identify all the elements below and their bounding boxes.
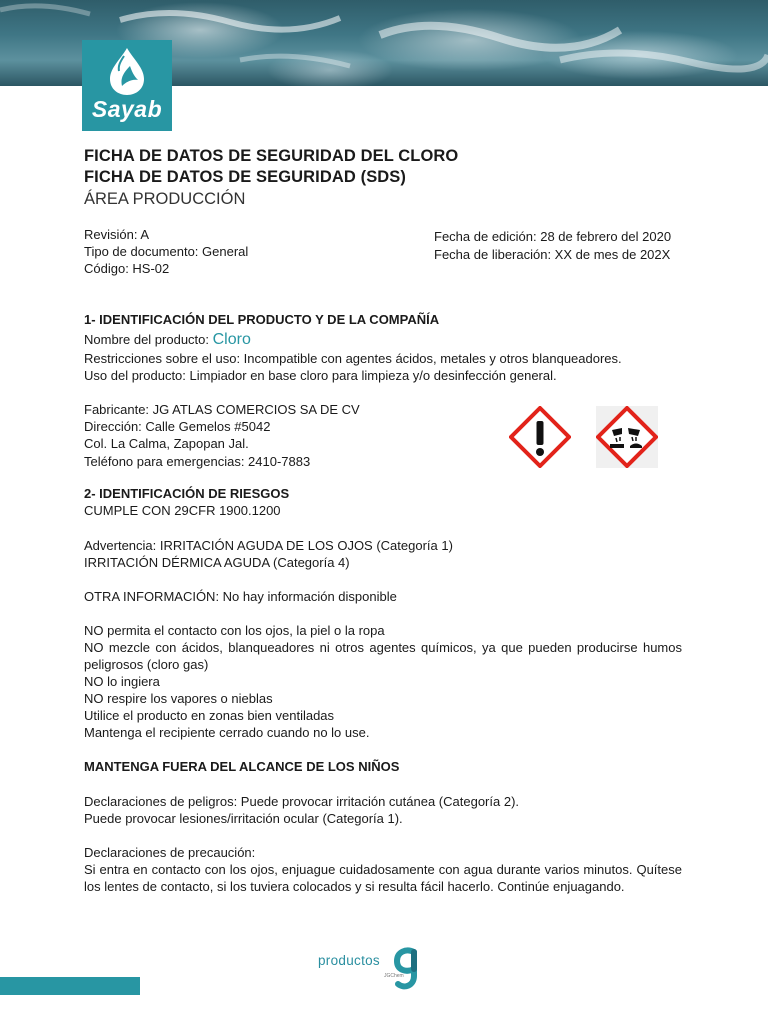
address: Dirección: Calle Gemelos #5042	[84, 419, 271, 434]
section1-heading: 1- IDENTIFICACIÓN DEL PRODUCTO Y DE LA COMPAÑÍA	[84, 312, 440, 327]
product-name-value: Cloro	[212, 331, 251, 348]
precaution-item: NO mezcle con ácidos, blanqueadores ni otros agentes químicos, ya que pueden producirse humos peligrosos (cloro gas)	[84, 640, 682, 672]
colony: Col. La Calma, Zapopan Jal.	[84, 436, 249, 451]
product-name-line	[84, 331, 251, 348]
product-use: Uso del producto: Limpiador en base cloro para limpieza y/o desinfección general.	[84, 368, 557, 383]
edit-date-label: Fecha de edición: 28 de febrero del 2020	[434, 229, 672, 244]
sayab-logo	[82, 40, 172, 131]
water-drop-icon	[104, 46, 150, 96]
area-label: ÁREA PRODUCCIÓN	[84, 190, 246, 208]
productos-wordmark: productos	[318, 953, 380, 968]
corrosion-pictogram	[596, 406, 658, 468]
precaution-item: NO lo ingiera	[84, 674, 160, 689]
emergency-phone: Teléfono para emergencias: 2410-7883	[84, 454, 311, 469]
keep-away-children: MANTENGA FUERA DEL ALCANCE DE LOS NIÑOS	[84, 759, 400, 774]
doc-type-label: Tipo de documento: General	[84, 244, 249, 259]
doc-code-label: Código: HS-02	[84, 261, 170, 276]
precaution-statements-text: Si entra en contacto con los ojos, enjuague cuidadosamente con agua durante varios minutos. Quítese los lentes de contacto, si los tuviera colocados y si resulta fácil hacerlo. Continúe enjuagando.	[84, 862, 682, 894]
document-title: FICHA DE DATOS DE SEGURIDAD DEL CLORO	[84, 147, 459, 165]
warning-eyes: Advertencia: IRRITACIÓN AGUDA DE LOS OJOS (Categoría 1)	[84, 538, 453, 553]
precaution-item: Mantenga el recipiente cerrado cuando no lo use.	[84, 725, 370, 740]
exclamation-mark-pictogram	[509, 406, 571, 468]
other-info: OTRA INFORMACIÓN: No hay información disponible	[84, 589, 397, 604]
document-subtitle: FICHA DE DATOS DE SEGURIDAD (SDS)	[84, 168, 407, 186]
productos-logo	[318, 944, 428, 992]
footer-accent-bar	[0, 977, 140, 995]
brand-name: Sayab	[91, 96, 163, 122]
section2-heading: 2- IDENTIFICACIÓN DE RIESGOS	[84, 486, 290, 501]
precaution-item: NO respire los vapores o nieblas	[84, 691, 273, 706]
warning-skin: IRRITACIÓN DÉRMICA AGUDA (Categoría 4)	[84, 555, 350, 570]
compliance-note: CUMPLE CON 29CFR 1900.1200	[84, 503, 281, 518]
revision-label: Revisión: A	[84, 227, 150, 242]
precaution-item: Utilice el producto en zonas bien ventiladas	[84, 708, 335, 723]
hazard-statement: Puede provocar lesiones/irritación ocular (Categoría 1).	[84, 811, 403, 826]
precaution-item: NO permita el contacto con los ojos, la piel o la ropa	[84, 623, 385, 638]
product-name-label: Nombre del producto:	[84, 332, 213, 347]
use-restrictions: Restricciones sobre el uso: Incompatible con agentes ácidos, metales y otros blanqueadores.	[84, 351, 622, 366]
productos-sub-wordmark: JGChem	[384, 973, 404, 979]
g-letter-icon	[392, 946, 422, 992]
manufacturer: Fabricante: JG ATLAS COMERCIOS SA DE CV	[84, 402, 360, 417]
release-date-label: Fecha de liberación: XX de mes de 202X	[434, 247, 671, 262]
precaution-statements-label: Declaraciones de precaución:	[84, 845, 256, 860]
hazard-statement: Declaraciones de peligros: Puede provocar irritación cutánea (Categoría 2).	[84, 794, 520, 809]
